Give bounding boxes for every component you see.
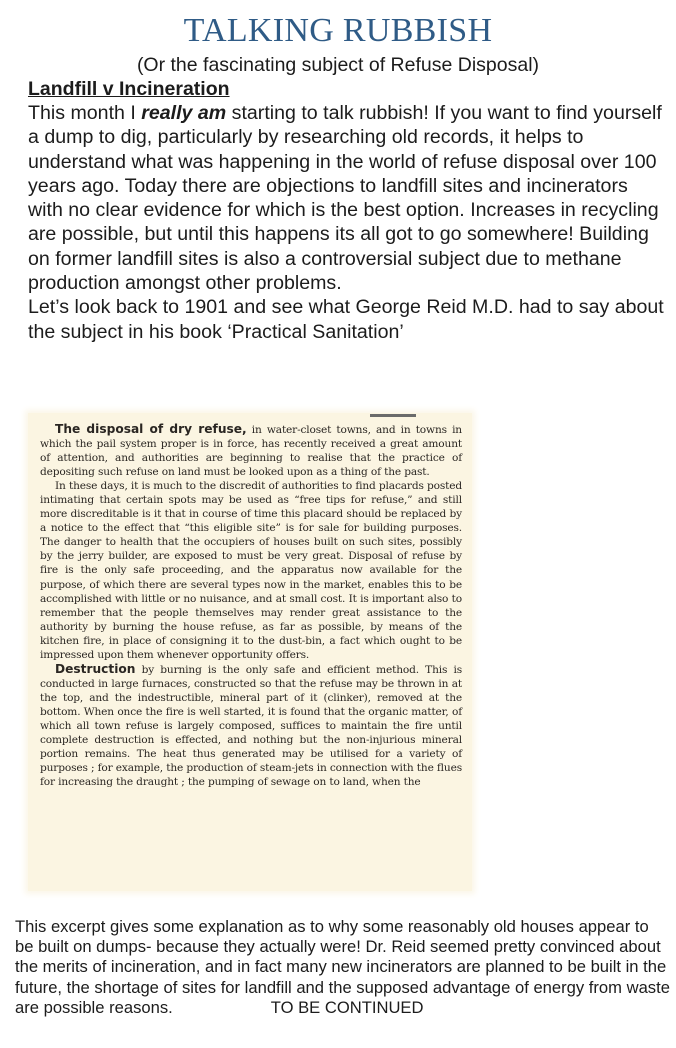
closing-paragraph-text: This excerpt gives some explanation as to why some reasonably old houses appear to be built on dumps- because they actually were! Dr. Reid seemed pretty convinced about the merits of incineration, and in fact many new incinerators are planned to be built in the future, the shortage of sites for landfill and the supposed advantage of energy from waste are possible reasons.: [15, 917, 670, 1017]
excerpt-paragraph: [40, 662, 462, 789]
book-excerpt-scan: [28, 413, 472, 891]
excerpt-paragraph-text: In these days, it is much to the discredit of authorities to find placards posted intimating that certain spots may be used as “free tips for refuse,” and still more discreditable is it that in course of time this placard should be replaced by a notice to the effect that “this eligible site” is for sale for building purposes. The danger to health that the occupiers of houses built on such sites, possibly by the jerry builder, are exposed to must be very great. Disposal of refuse by fire is the only safe proceeding, and the apparatus now available for the purpose, of which there are several types now in the market, enables this to be accomplished with little or no nuisance, and at small cost. It is important also to remember that the people themselves may render great assistance to the authority by burning the house refuse, as far as possible, by means of the kitchen fire, in place of consigning it to the dust-bin, a fact which ought to be impressed upon them whenever opportunity offers.: [40, 480, 462, 661]
excerpt-text: [40, 422, 462, 789]
excerpt-paragraph-text: by burning is the only safe and efficient method. This is conducted in large furnaces, constructed so that the refuse may be thrown in at the top, and the indestructible, mineral part of it (clinker), removed at the bottom. When once the fire is well started, it is found that the organic matter, of which all town refuse is largely composed, suffices to maintain the fire until complete destruction is effected, and nothing but the non-injurious mineral portion remains. The heat thus generated may be utilised for a variety of purposes ; for example, the production of steam-jets in connection with the flues for increasing the draught ; the pumping of sewage on to land, when the: [40, 663, 462, 789]
intro-emphasis: really am: [141, 102, 227, 124]
excerpt-lead-phrase: Destruction: [55, 661, 136, 676]
closing-text: [15, 917, 670, 1018]
intro-paragraph-2: Let’s look back to 1901 and see what George Reid M.D. had to say about the subject in his book ‘Practical Sanitation’: [28, 296, 664, 343]
intro-text: [28, 101, 668, 344]
excerpt-paragraph: [40, 422, 462, 479]
excerpt-paragraph: [40, 479, 462, 662]
intro-text-rest: starting to talk rubbish! If you want to find yourself a dump to dig, particularly by researching old records, it helps to understand what was happening in the world of refuse disposal over 100 years ago. Today there are objections to landfill sites and incinerators with no clear evidence for which is the best option. Increases in recycling are possible, but until this happens its all got to go somewhere! Building on former landfill sites is also a controversial subject due to methane production amongst other problems.: [28, 102, 662, 295]
section-heading: Landfill v Incineration: [28, 78, 230, 100]
article-subtitle: (Or the fascinating subject of Refuse Disposal): [136, 54, 540, 76]
excerpt-paragraph-text: in water-closet towns, and in towns in which the pail system proper is in force, has recently received a great amount of attention, and authorities are beginning to realise that the practice of depositing such refuse on land must be looked upon as a thing of the past.: [40, 424, 462, 479]
intro-paragraph-1: [28, 101, 668, 295]
to-be-continued-note: TO BE CONTINUED: [270, 997, 424, 1017]
excerpt-rule-divider: [370, 414, 416, 417]
closing-paragraph: [15, 917, 670, 1018]
excerpt-lead-phrase: The disposal of dry refuse,: [55, 422, 247, 436]
article-title: TALKING RUBBISH: [183, 12, 493, 49]
intro-text-start: This month I: [28, 102, 142, 124]
